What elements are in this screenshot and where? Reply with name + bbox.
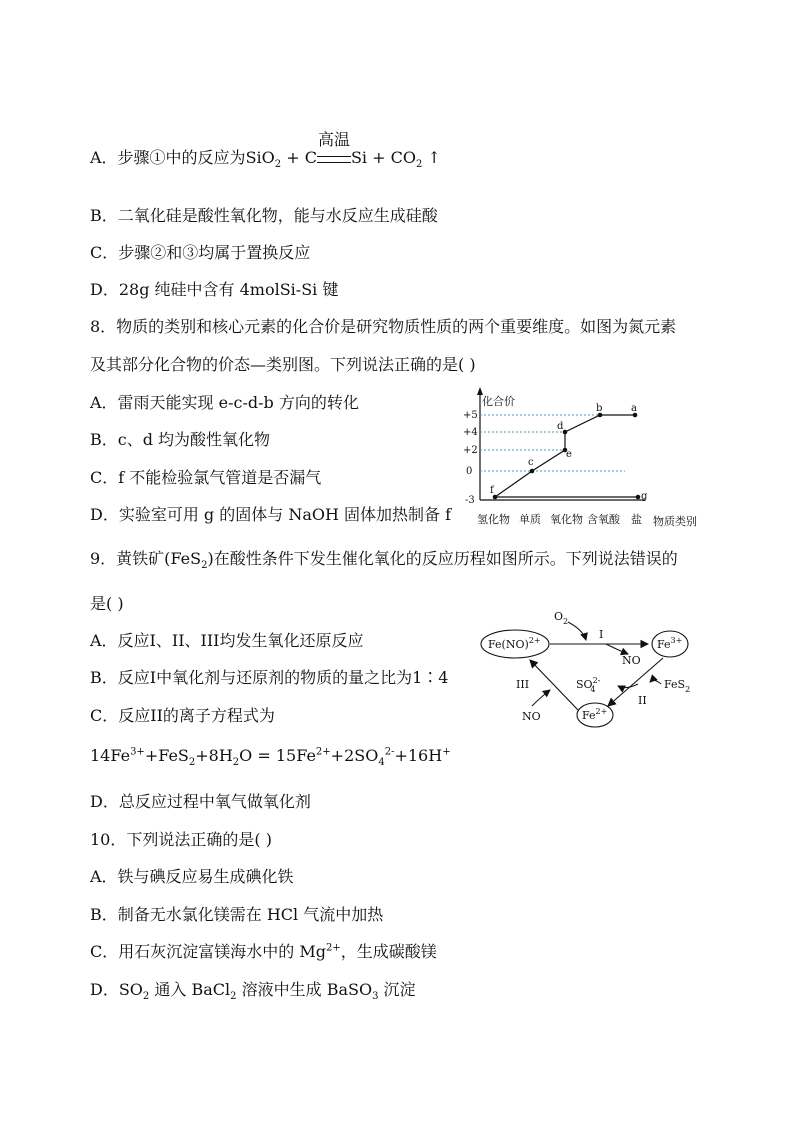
point-d: d (557, 421, 564, 432)
fes2-formula: FeS$_2$ (170, 549, 208, 572)
q9-option-c: C．反应II的离子方程式为 (90, 706, 275, 725)
nitrogen-valence-diagram (455, 385, 715, 533)
step2-label: II (638, 694, 647, 707)
x-tick-oxyacid: 含氧酸 (587, 513, 620, 526)
point-c: c (528, 457, 534, 468)
q7-option-b: B．二氧化硅是酸性氧化物，能与水反应生成硅酸 (90, 206, 438, 225)
point-e: e (566, 449, 572, 460)
fes2-in-arrow (650, 680, 661, 684)
q9-stem-line1 (90, 549, 678, 572)
q10-stem: 10．下列说法正确的是( ) (90, 830, 272, 849)
q10-option-c: C．用石灰沉淀富镁海水中的 $Mg^{2+}$，生成碳酸镁 (90, 942, 437, 961)
condition-text: 高温 (317, 130, 350, 149)
step1-label: I (599, 628, 604, 641)
q8-option-c: C．f 不能检验氯气管道是否漏气 (90, 468, 322, 487)
fe2-label: $Fe^{2+}$ (582, 707, 608, 722)
y-axis-title: 化合价 (482, 395, 515, 408)
fes2-label: FeS$_2$ (664, 678, 691, 694)
q8-option-a: A．雷雨天能实现 e-c-d-b 方向的转化 (90, 393, 359, 412)
q7-option-d: D．28g 纯硅中含有 4molSi-Si 键 (90, 280, 339, 299)
so4-out-arrow (618, 684, 638, 688)
catalytic-cycle-diagram (478, 602, 708, 732)
x-axis-title: 物质类别 (653, 515, 697, 528)
y-tick-zero: 0 (466, 466, 473, 477)
y-tick-plus5: +5 (463, 410, 478, 421)
no-out-arrow (606, 644, 628, 654)
equals-sign (317, 156, 351, 163)
x-tick-element: 单质 (519, 513, 541, 526)
q7-option-a (90, 130, 441, 171)
q8-stem-line1: 8．物质的类别和核心元素的化合价是研究物质性质的两个重要维度。如图为氮元素 (90, 317, 677, 336)
q9-option-d: D．总反应过程中氧气做氧化剂 (90, 792, 311, 811)
x-tick-oxide: 氧化物 (550, 513, 583, 526)
no-left-label: NO (522, 710, 541, 723)
no-top-label: NO (622, 654, 641, 667)
q8-stem-line2: 及其部分化合物的价态—类别图。下列说法正确的是( ) (90, 355, 476, 374)
o2-label: $O_2$ (554, 610, 569, 626)
q9-stem-pre: 9．黄铁矿( (90, 549, 171, 568)
q9-stem-line2: 是( ) (90, 594, 124, 613)
point-a: a (631, 403, 637, 414)
q10-option-d: D．$SO_2$ 通入 BaCl$_2$ 溶液中生成 BaSO$_3$ 沉淀 (90, 980, 416, 1003)
valence-path (495, 415, 635, 497)
q7-equation: SiO$_2$ + C 高温 $Si + CO_2$ ↑ (245, 130, 441, 171)
y-tick-plus4: +4 (463, 427, 478, 438)
step3-label: III (516, 678, 530, 691)
q10-option-b: B．制备无水氯化镁需在 HCl 气流中加热 (90, 905, 384, 924)
x-tick-salt: 盐 (631, 513, 642, 526)
y-tick-plus2: +2 (463, 445, 478, 456)
q10-d-mid2: 溶液中生成 BaSO (236, 980, 373, 999)
q10-d-pre: D．SO (90, 980, 143, 999)
no-in-arrow (532, 690, 550, 706)
so4-label: $SO^{2-}4$ (576, 676, 601, 694)
q8-option-d: D．实验室可用 g 的固体与 NaOH 固体加热制备 f (90, 505, 452, 524)
q7-option-c: C．步骤②和③均属于置换反应 (90, 243, 311, 262)
fe3-label: $Fe^{3+}$ (657, 636, 683, 651)
q10-c-pre: C．用石灰沉淀富镁海水中的 Mg (90, 942, 326, 961)
step3-arrow (530, 660, 578, 710)
point-g: g (641, 491, 648, 502)
q10-option-a: A．铁与碘反应易生成碘化铁 (90, 867, 294, 886)
q10-c-post: ，生成碳酸镁 (340, 942, 437, 961)
reaction-condition (317, 130, 351, 163)
q9-ionic-equation: $14Fe^{3+}+FeS_2+8H_2O = 15Fe^{2+}+2SO_4^{2-}+16H^+$ (90, 746, 451, 769)
q7-option-a-text: A．步骤①中的反应为 (90, 148, 246, 167)
y-tick-minus3: -3 (465, 495, 475, 506)
o2-in-arrow (568, 622, 586, 640)
fe-no-label: Fe(NO)$^{2+}$ (488, 636, 541, 651)
y-axis-arrow (477, 387, 483, 395)
q10-d-post: 沉淀 (378, 980, 416, 999)
x-tick-hydride: 氢化物 (477, 513, 510, 526)
q9-stem-post: )在酸性条件下发生催化氧化的反应历程如图所示。下列说法错误的 (207, 549, 678, 568)
q9-option-a: A．反应I、II、III均发生氧化还原反应 (90, 631, 364, 650)
q8-option-b: B．c、d 均为酸性氧化物 (90, 430, 271, 449)
guide-lines (480, 415, 630, 471)
q9-option-b: B．反应I中氧化剂与还原剂的物质的量之比为1∶4 (90, 668, 449, 687)
q10-d-mid1: 通入 BaCl (149, 980, 231, 999)
point-f: f (490, 485, 494, 496)
point-b: b (596, 403, 603, 414)
